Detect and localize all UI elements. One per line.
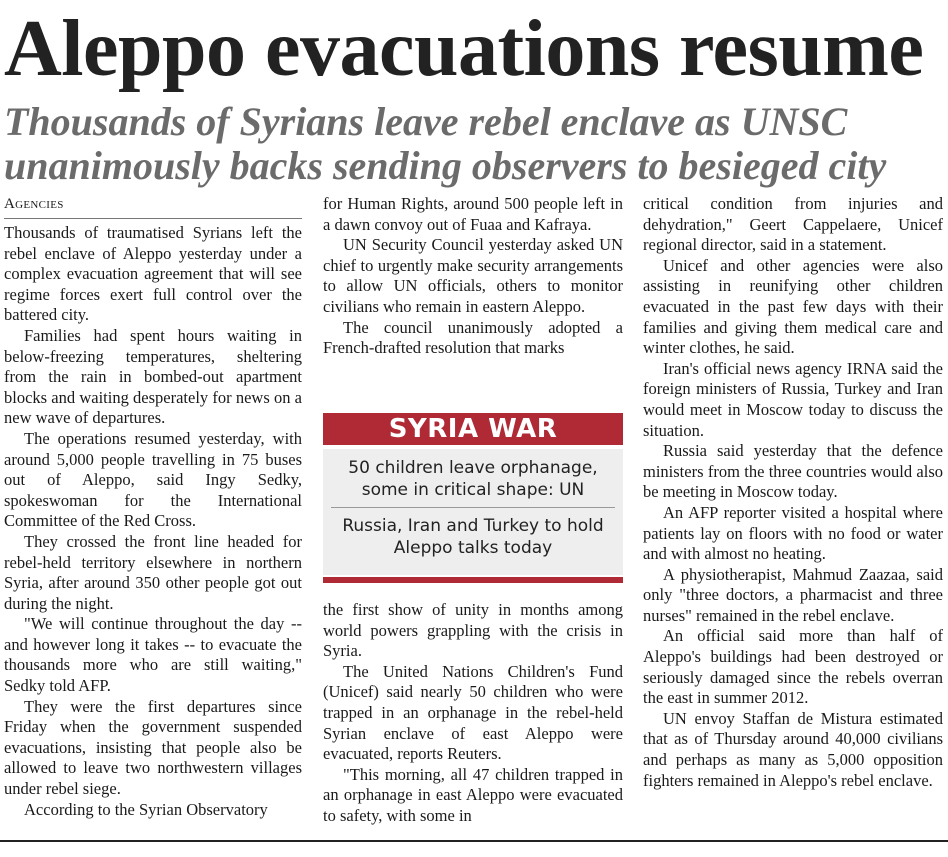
paragraph: "We will continue throughout the day -- and however long it takes -- to evacuate the thousands more who are still waiting," Sedky told AFP.: [4, 614, 302, 696]
paragraph: Families had spent hours waiting in below-freezing temperatures, sheltering from the rain in bombed-out apartment blocks and waiting desperately for news on a new wave of departures.: [4, 325, 302, 428]
article-column-3: [643, 194, 943, 791]
article-column-2: [323, 194, 623, 359]
paragraph: Iran's official news agency IRNA said the foreign ministers of Russia, Turkey and Iran would meet in Moscow today to discuss the situation.: [643, 358, 943, 440]
paragraph: An AFP reporter visited a hospital where patients lay on floors with no food or water and with almost no heating.: [643, 502, 943, 564]
paragraph: The council unanimously adopted a French-drafted resolution that marks: [323, 317, 623, 358]
paragraph: UN envoy Staffan de Mistura estimated that as of Thursday around 40,000 civilians and perhaps as many as 5,000 opposition fighters remained in Aleppo's rebel enclave.: [643, 708, 943, 790]
bottom-rule: [0, 840, 948, 842]
paragraph: Thousands of traumatised Syrians left the rebel enclave of Aleppo yesterday under a complex evacuation agreement that will see regime forces exert full control over the battered city.: [4, 223, 302, 325]
paragraph: They crossed the front line headed for rebel-held territory elsewhere in northern Syria, after around 350 other people got out during the night.: [4, 531, 302, 613]
paragraph: The operations resumed yesterday, with around 5,000 people travelling in 75 buses out of Aleppo, said Ingy Sedky, spokeswoman for the International Committee of the Red Cross.: [4, 428, 302, 531]
syria-war-factbox: [323, 413, 623, 583]
paragraph: They were the first departures since Friday when the government suspended evacuations, insisting that people also be allowed to leave two northwestern villages under rebel siege.: [4, 696, 302, 799]
paragraph: "This morning, all 47 children trapped in an orphanage in east Aleppo were evacuated to safety, with some in: [323, 764, 623, 825]
factbox-item-talks: Russia, Iran and Turkey to hold Aleppo talks today: [342, 516, 604, 558]
paragraph: UN Security Council yesterday asked UN chief to urgently make security arrangements to allow UN officials, others to monitor civilians who remain in eastern Aleppo.: [323, 235, 623, 316]
article-column-1: [4, 194, 302, 820]
paragraph: An official said more than half of Aleppo's buildings had been destroyed or seriously damaged since the rebels overran the east in summer 2012.: [643, 626, 943, 708]
factbox-body: [323, 449, 623, 575]
headline: Aleppo evacuations resume: [4, 5, 924, 93]
subheadline: Thousands of Syrians leave rebel enclave as UNSC unanimously backs sending observers to besieged city: [4, 99, 887, 188]
paragraph: Unicef and other agencies were also assisting in reunifying other children evacuated in the past few days with their families and giving them medical care and winter clothes, he said.: [643, 255, 943, 358]
paragraph: the first show of unity in months among world powers grappling with the crisis in Syria.: [323, 600, 623, 661]
article-column-2-continued: [323, 600, 623, 827]
paragraph: According to the Syrian Observatory: [24, 799, 268, 819]
paragraph: The United Nations Children's Fund (Unicef) said nearly 50 children who were trapped in an orphanage in the rebel-held Syrian enclave of east Aleppo were evacuated, reports Reuters.: [323, 661, 623, 764]
paragraph: Russia said yesterday that the defence ministers from the three countries would also be meeting in Moscow today.: [643, 441, 943, 502]
factbox-item-orphanage: 50 children leave orphanage, some in critical shape: UN: [348, 458, 598, 500]
paragraph: critical condition from injuries and dehydration," Geert Cappelaere, Unicef regional director, said in a statement.: [643, 194, 943, 255]
paragraph: A physiotherapist, Mahmud Zaazaa, said only "three doctors, a pharmacist and three nurses" remained in the rebel enclave.: [643, 564, 943, 625]
factbox-title: SYRIA WAR: [323, 413, 623, 445]
factbox-divider: [331, 507, 615, 508]
byline: Agencies: [4, 194, 302, 219]
paragraph: for Human Rights, around 500 people left in a dawn convoy out of Fuaa and Kafraya.: [323, 194, 623, 234]
factbox-bottom-bar: [323, 577, 623, 583]
